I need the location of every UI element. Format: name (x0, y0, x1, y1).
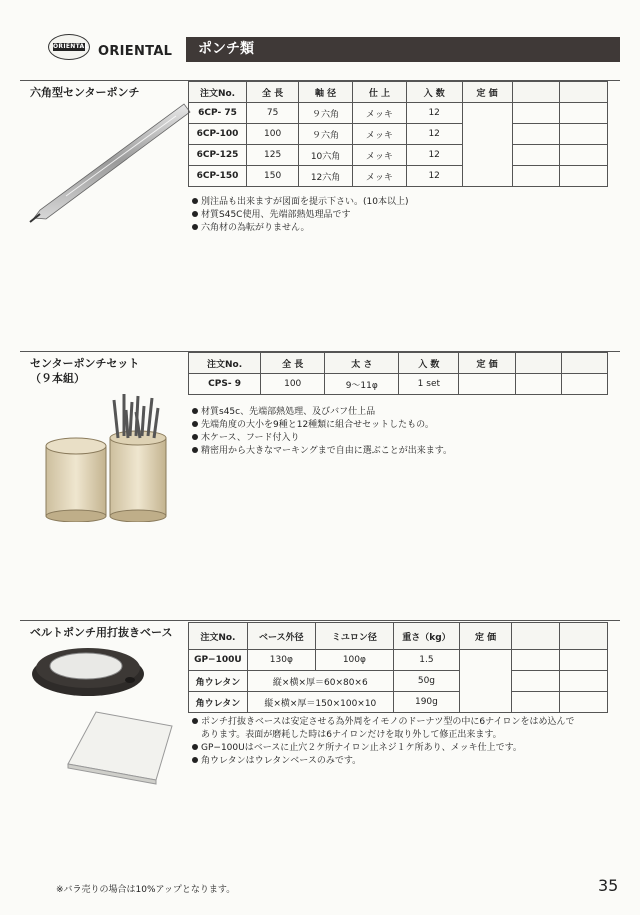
cell (560, 145, 608, 166)
col-header: 注文No. (189, 623, 248, 650)
cell (560, 166, 608, 187)
table-row (189, 145, 608, 166)
cell: 12 (406, 166, 462, 187)
spec-table-punch-set (188, 352, 608, 395)
cell: 125 (247, 145, 299, 166)
table-row (189, 124, 608, 145)
col-header: 注文No. (189, 82, 247, 103)
cell: 12六角 (299, 166, 353, 187)
spec-table-punch-base (188, 622, 608, 713)
section-title-hex-punch: 六角型センターポンチ (30, 86, 140, 99)
section-title-punch-set: センターポンチセット (30, 357, 140, 370)
cell: 6CP-125 (189, 145, 247, 166)
footnote: ※バラ売りの場合は10%アップとなります。 (56, 885, 236, 895)
cell (512, 692, 560, 713)
cell: 50g (393, 671, 459, 692)
page-title: ポンチ類 (186, 37, 620, 62)
cell (512, 145, 560, 166)
cell (512, 103, 560, 124)
cell: CPS- 9 (189, 374, 261, 395)
cell: メッキ (352, 166, 406, 187)
cell (561, 374, 607, 395)
cell: ９六角 (299, 124, 353, 145)
col-header (560, 623, 608, 650)
oriental-logo (48, 34, 90, 60)
cell (560, 124, 608, 145)
col-header: 仕 上 (352, 82, 406, 103)
col-header (515, 353, 561, 374)
cell: メッキ (352, 103, 406, 124)
cell (512, 671, 560, 692)
notes-punch-set (192, 406, 452, 458)
cell (512, 650, 560, 671)
col-header: 定 価 (462, 82, 512, 103)
col-header (512, 623, 560, 650)
cell: 190g (393, 692, 459, 713)
cell: 角ウレタン (189, 671, 248, 692)
cell: 9〜11φ (325, 374, 399, 395)
list-item: 精密用から大きなマーキングまで自由に選ぶことが出来ます。 (192, 445, 452, 458)
price-cell (459, 374, 515, 395)
col-header: 入 数 (399, 353, 459, 374)
cell: 角ウレタン (189, 692, 248, 713)
cell (512, 166, 560, 187)
table-header-row (189, 82, 608, 103)
cell: 12 (406, 103, 462, 124)
list-item: 材質s45c、先端部熱処理、及びバフ仕上品 (192, 406, 452, 419)
col-header: 全 長 (247, 82, 299, 103)
logo-text: ORIENTAL (53, 43, 89, 50)
cell (515, 374, 561, 395)
cell: 100 (261, 374, 325, 395)
col-header: 入 数 (406, 82, 462, 103)
col-header (560, 82, 608, 103)
list-item: 先端角度の大小を9種と12種類に組合せセットしたもの。 (192, 419, 452, 432)
notes-hex-punch (192, 196, 408, 235)
cell (560, 692, 608, 713)
col-header: 太 さ (325, 353, 399, 374)
list-item: あります。表面が磨耗した時は6ナイロンだけを取り外して修正出来ます。 (201, 730, 502, 740)
cell: GP−100U (189, 650, 248, 671)
list-item: 角ウレタンはウレタンベースのみです。 (192, 755, 574, 768)
col-header (561, 353, 607, 374)
table-row (189, 650, 608, 671)
list-item: GP−100Uはベースに止穴２ケ所ナイロン止ネジ１ケ所あり、メッキ仕上です。 (192, 742, 574, 755)
cell: メッキ (352, 124, 406, 145)
table-row (189, 374, 608, 395)
cell: 100 (247, 124, 299, 145)
punch-set-image (40, 392, 170, 522)
table-header-row (189, 353, 608, 374)
col-header: ミユロン径 (315, 623, 393, 650)
notes-punch-base (192, 716, 574, 768)
col-header: 注文No. (189, 353, 261, 374)
cell: 12 (406, 145, 462, 166)
cell (512, 124, 560, 145)
list-item: 六角材の為転がりません。 (192, 222, 408, 235)
cell: 6CP-150 (189, 166, 247, 187)
price-cell (462, 103, 512, 187)
cell: 130φ (247, 650, 315, 671)
col-header: 全 長 (261, 353, 325, 374)
cell: 100φ (315, 650, 393, 671)
cell: ９六角 (299, 103, 353, 124)
cell: 1.5 (393, 650, 459, 671)
col-header: 定 価 (460, 623, 512, 650)
cell: 6CP- 75 (189, 103, 247, 124)
cell: 6CP-100 (189, 124, 247, 145)
col-header (512, 82, 560, 103)
list-item: 別注品も出来ますが図面を提示下さい。(10本以上) (192, 196, 408, 209)
cell: 10六角 (299, 145, 353, 166)
table-header-row (189, 623, 608, 650)
cell: 12 (406, 124, 462, 145)
col-header: 重さ（kg） (393, 623, 459, 650)
cell (560, 650, 608, 671)
hex-punch-image (26, 100, 196, 225)
punch-base-image (30, 640, 150, 700)
col-header: 軸 径 (299, 82, 353, 103)
cell (560, 103, 608, 124)
price-cell (460, 650, 512, 713)
brand-name: ORIENTAL (98, 44, 173, 59)
cell: メッキ (352, 145, 406, 166)
list-item: ポンチ打抜きベースは安定させる為外周をイモノのドーナツ型の中に6ナイロンをはめ込んで (192, 716, 574, 729)
cell (560, 671, 608, 692)
table-row (189, 103, 608, 124)
table-row (189, 671, 608, 692)
section-subtitle-punch-set: （９本組） (30, 372, 85, 385)
cell: 縦×横×厚＝150×100×10 (247, 692, 393, 713)
page-number: 35 (598, 876, 619, 895)
cell: 150 (247, 166, 299, 187)
list-item: 木ケース、フード付入り (192, 432, 452, 445)
section-divider (20, 620, 620, 621)
col-header: ベース外径 (247, 623, 315, 650)
urethane-block-image (64, 706, 174, 786)
cell: 1 set (399, 374, 459, 395)
section-title-punch-base: ベルトポンチ用打抜きベース (30, 626, 173, 639)
cell: 75 (247, 103, 299, 124)
spec-table-hex-punch (188, 81, 608, 187)
cell: 縦×横×厚＝60×80×6 (247, 671, 393, 692)
table-row (189, 166, 608, 187)
list-item: 材質S45C使用、先端部熱処理品です (192, 209, 408, 222)
table-row (189, 692, 608, 713)
col-header: 定 価 (459, 353, 515, 374)
